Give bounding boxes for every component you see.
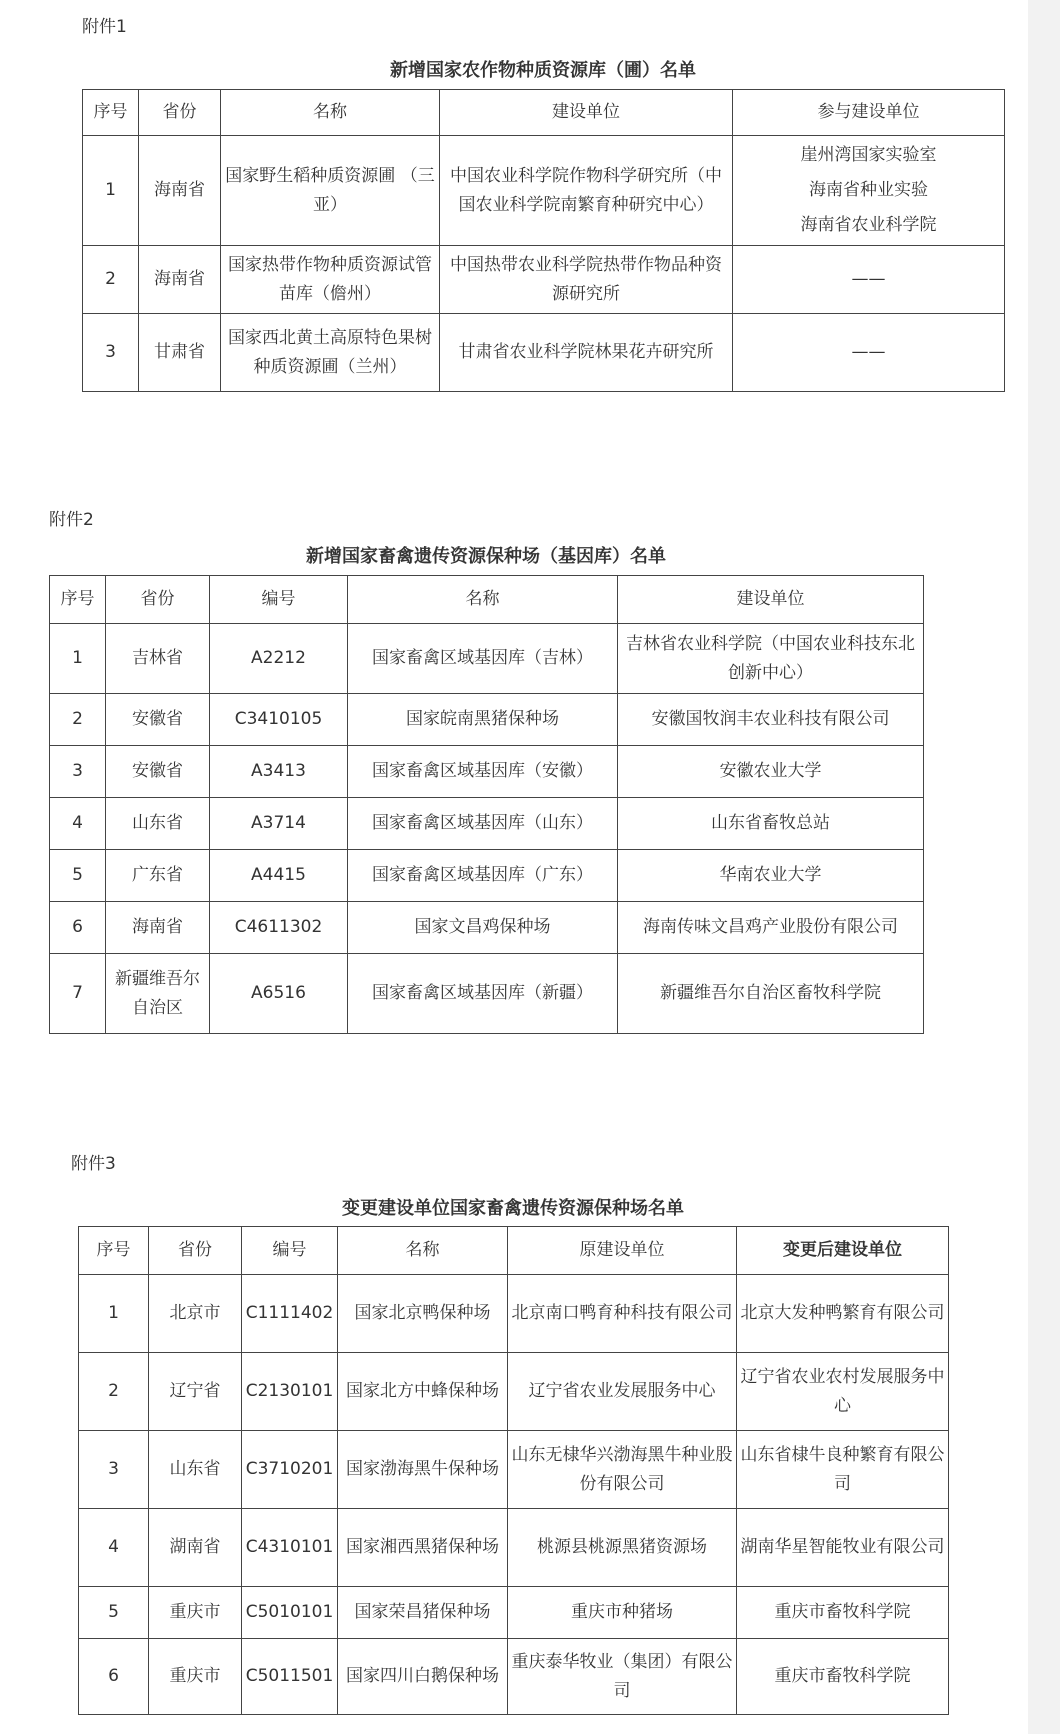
cell-partners	[733, 136, 1005, 246]
cell-code: A3413	[210, 746, 348, 798]
cell-name: 国家北京鸭保种场	[338, 1275, 508, 1353]
table-row	[79, 1431, 949, 1509]
cell-province: 海南省	[139, 246, 221, 314]
cell-name: 国家湘西黑猪保种场	[338, 1509, 508, 1587]
cell-name: 国家畜禽区域基因库（广东）	[348, 850, 618, 902]
attachment1-title: 新增国家农作物种质资源库（圃）名单	[390, 60, 696, 81]
table-row	[79, 1639, 949, 1715]
header-province: 省份	[139, 90, 221, 136]
cell-no: 1	[79, 1275, 149, 1353]
cell-unit: 山东省畜牧总站	[618, 798, 924, 850]
cell-province: 广东省	[106, 850, 210, 902]
cell-code: C5010101	[242, 1587, 338, 1639]
cell-code: A3714	[210, 798, 348, 850]
table-row	[50, 746, 924, 798]
cell-name: 国家西北黄土高原特色果树种质资源圃（兰州）	[221, 314, 440, 392]
cell-partners: ——	[733, 314, 1005, 392]
header-no: 序号	[83, 90, 139, 136]
cell-new-unit: 湖南华星智能牧业有限公司	[737, 1509, 949, 1587]
cell-no: 1	[83, 136, 139, 246]
header-name: 名称	[221, 90, 440, 136]
cell-name: 国家畜禽区域基因库（安徽）	[348, 746, 618, 798]
header-province: 省份	[106, 576, 210, 624]
cell-province: 山东省	[106, 798, 210, 850]
cell-name: 国家畜禽区域基因库（吉林）	[348, 624, 618, 694]
cell-unit: 海南传味文昌鸡产业股份有限公司	[618, 902, 924, 954]
header-name: 名称	[348, 576, 618, 624]
table-header-row	[50, 576, 924, 624]
cell-no: 6	[50, 902, 106, 954]
cell-no: 1	[50, 624, 106, 694]
cell-name: 国家畜禽区域基因库（山东）	[348, 798, 618, 850]
cell-province: 海南省	[106, 902, 210, 954]
header-old-unit: 原建设单位	[508, 1227, 737, 1275]
cell-new-unit: 重庆市畜牧科学院	[737, 1587, 949, 1639]
cell-old-unit: 北京南口鸭育种科技有限公司	[508, 1275, 737, 1353]
cell-code: A2212	[210, 624, 348, 694]
table-row	[83, 136, 1005, 246]
cell-province: 海南省	[139, 136, 221, 246]
cell-name: 国家北方中蜂保种场	[338, 1353, 508, 1431]
table-row	[50, 798, 924, 850]
header-partner-unit: 参与建设单位	[733, 90, 1005, 136]
cell-code: A6516	[210, 954, 348, 1034]
attachment1-table	[82, 89, 1005, 392]
cell-name: 国家渤海黑牛保种场	[338, 1431, 508, 1509]
cell-new-unit: 北京大发种鸭繁育有限公司	[737, 1275, 949, 1353]
cell-name: 国家荣昌猪保种场	[338, 1587, 508, 1639]
cell-province: 北京市	[149, 1275, 242, 1353]
cell-unit: 华南农业大学	[618, 850, 924, 902]
cell-name: 国家畜禽区域基因库（新疆）	[348, 954, 618, 1034]
cell-new-unit: 重庆市畜牧科学院	[737, 1639, 949, 1715]
cell-code: A4415	[210, 850, 348, 902]
header-code: 编号	[210, 576, 348, 624]
table-row	[79, 1587, 949, 1639]
cell-no: 5	[50, 850, 106, 902]
cell-no: 3	[50, 746, 106, 798]
cell-code: C4611302	[210, 902, 348, 954]
cell-unit: 安徽国牧润丰农业科技有限公司	[618, 694, 924, 746]
cell-old-unit: 重庆市种猪场	[508, 1587, 737, 1639]
table-row	[50, 850, 924, 902]
cell-name: 国家四川白鹅保种场	[338, 1639, 508, 1715]
cell-province: 安徽省	[106, 746, 210, 798]
cell-unit: 甘肃省农业科学院林果花卉研究所	[440, 314, 733, 392]
attachment3-title: 变更建设单位国家畜禽遗传资源保种场名单	[342, 1198, 684, 1219]
cell-no: 4	[79, 1509, 149, 1587]
cell-no: 2	[79, 1353, 149, 1431]
partner-item: 海南省农业科学院	[800, 215, 937, 235]
page-side-strip	[1028, 0, 1060, 1734]
attachment2-table	[49, 575, 924, 1034]
cell-name: 国家热带作物种质资源试管苗库（儋州）	[221, 246, 440, 314]
table-header-row	[79, 1227, 949, 1275]
cell-no: 3	[79, 1431, 149, 1509]
table-row	[79, 1275, 949, 1353]
header-province: 省份	[149, 1227, 242, 1275]
cell-unit: 新疆维吾尔自治区畜牧科学院	[618, 954, 924, 1034]
cell-code: C3410105	[210, 694, 348, 746]
attachment1-label: 附件1	[82, 17, 127, 37]
cell-name: 国家野生稻种质资源圃 （三亚）	[221, 136, 440, 246]
header-no: 序号	[79, 1227, 149, 1275]
cell-code: C3710201	[242, 1431, 338, 1509]
cell-partners: ——	[733, 246, 1005, 314]
cell-code: C4310101	[242, 1509, 338, 1587]
cell-unit: 中国热带农业科学院热带作物品种资源研究所	[440, 246, 733, 314]
cell-new-unit: 辽宁省农业农村发展服务中心	[737, 1353, 949, 1431]
cell-no: 3	[83, 314, 139, 392]
header-code: 编号	[242, 1227, 338, 1275]
cell-old-unit: 桃源县桃源黑猪资源场	[508, 1509, 737, 1587]
attachment2-title: 新增国家畜禽遗传资源保种场（基因库）名单	[306, 546, 666, 567]
partner-item: 海南省种业实验	[809, 180, 928, 200]
table-row	[83, 246, 1005, 314]
cell-province: 重庆市	[149, 1587, 242, 1639]
cell-no: 4	[50, 798, 106, 850]
cell-no: 7	[50, 954, 106, 1034]
table-row	[50, 954, 924, 1034]
cell-province: 甘肃省	[139, 314, 221, 392]
cell-name: 国家文昌鸡保种场	[348, 902, 618, 954]
table-row	[50, 694, 924, 746]
partner-item: 崖州湾国家实验室	[800, 145, 937, 165]
table-row	[50, 624, 924, 694]
attachment2-label: 附件2	[49, 510, 94, 530]
table-row	[79, 1353, 949, 1431]
header-unit: 建设单位	[440, 90, 733, 136]
table-header-row	[83, 90, 1005, 136]
cell-code: C5011501	[242, 1639, 338, 1715]
attachment3-label: 附件3	[71, 1154, 116, 1174]
cell-no: 2	[50, 694, 106, 746]
cell-code: C2130101	[242, 1353, 338, 1431]
cell-province: 安徽省	[106, 694, 210, 746]
cell-province: 湖南省	[149, 1509, 242, 1587]
table-row	[79, 1509, 949, 1587]
table-row	[50, 902, 924, 954]
header-unit: 建设单位	[618, 576, 924, 624]
cell-old-unit: 辽宁省农业发展服务中心	[508, 1353, 737, 1431]
cell-name: 国家皖南黑猪保种场	[348, 694, 618, 746]
attachment3-table	[78, 1226, 949, 1715]
cell-new-unit: 山东省棣牛良种繁育有限公司	[737, 1431, 949, 1509]
cell-unit: 中国农业科学院作物科学研究所（中国农业科学院南繁育种研究中心）	[440, 136, 733, 246]
header-name: 名称	[338, 1227, 508, 1275]
header-new-unit: 变更后建设单位	[737, 1227, 949, 1275]
cell-no: 6	[79, 1639, 149, 1715]
cell-province: 辽宁省	[149, 1353, 242, 1431]
cell-no: 5	[79, 1587, 149, 1639]
cell-no: 2	[83, 246, 139, 314]
cell-province: 吉林省	[106, 624, 210, 694]
cell-province: 山东省	[149, 1431, 242, 1509]
header-no: 序号	[50, 576, 106, 624]
table-row	[83, 314, 1005, 392]
cell-code: C1111402	[242, 1275, 338, 1353]
cell-unit: 吉林省农业科学院（中国农业科技东北创新中心）	[618, 624, 924, 694]
cell-old-unit: 山东无棣华兴渤海黑牛种业股份有限公司	[508, 1431, 737, 1509]
cell-old-unit: 重庆泰华牧业（集团）有限公司	[508, 1639, 737, 1715]
cell-unit: 安徽农业大学	[618, 746, 924, 798]
cell-province: 重庆市	[149, 1639, 242, 1715]
cell-province: 新疆维吾尔自治区	[106, 954, 210, 1034]
